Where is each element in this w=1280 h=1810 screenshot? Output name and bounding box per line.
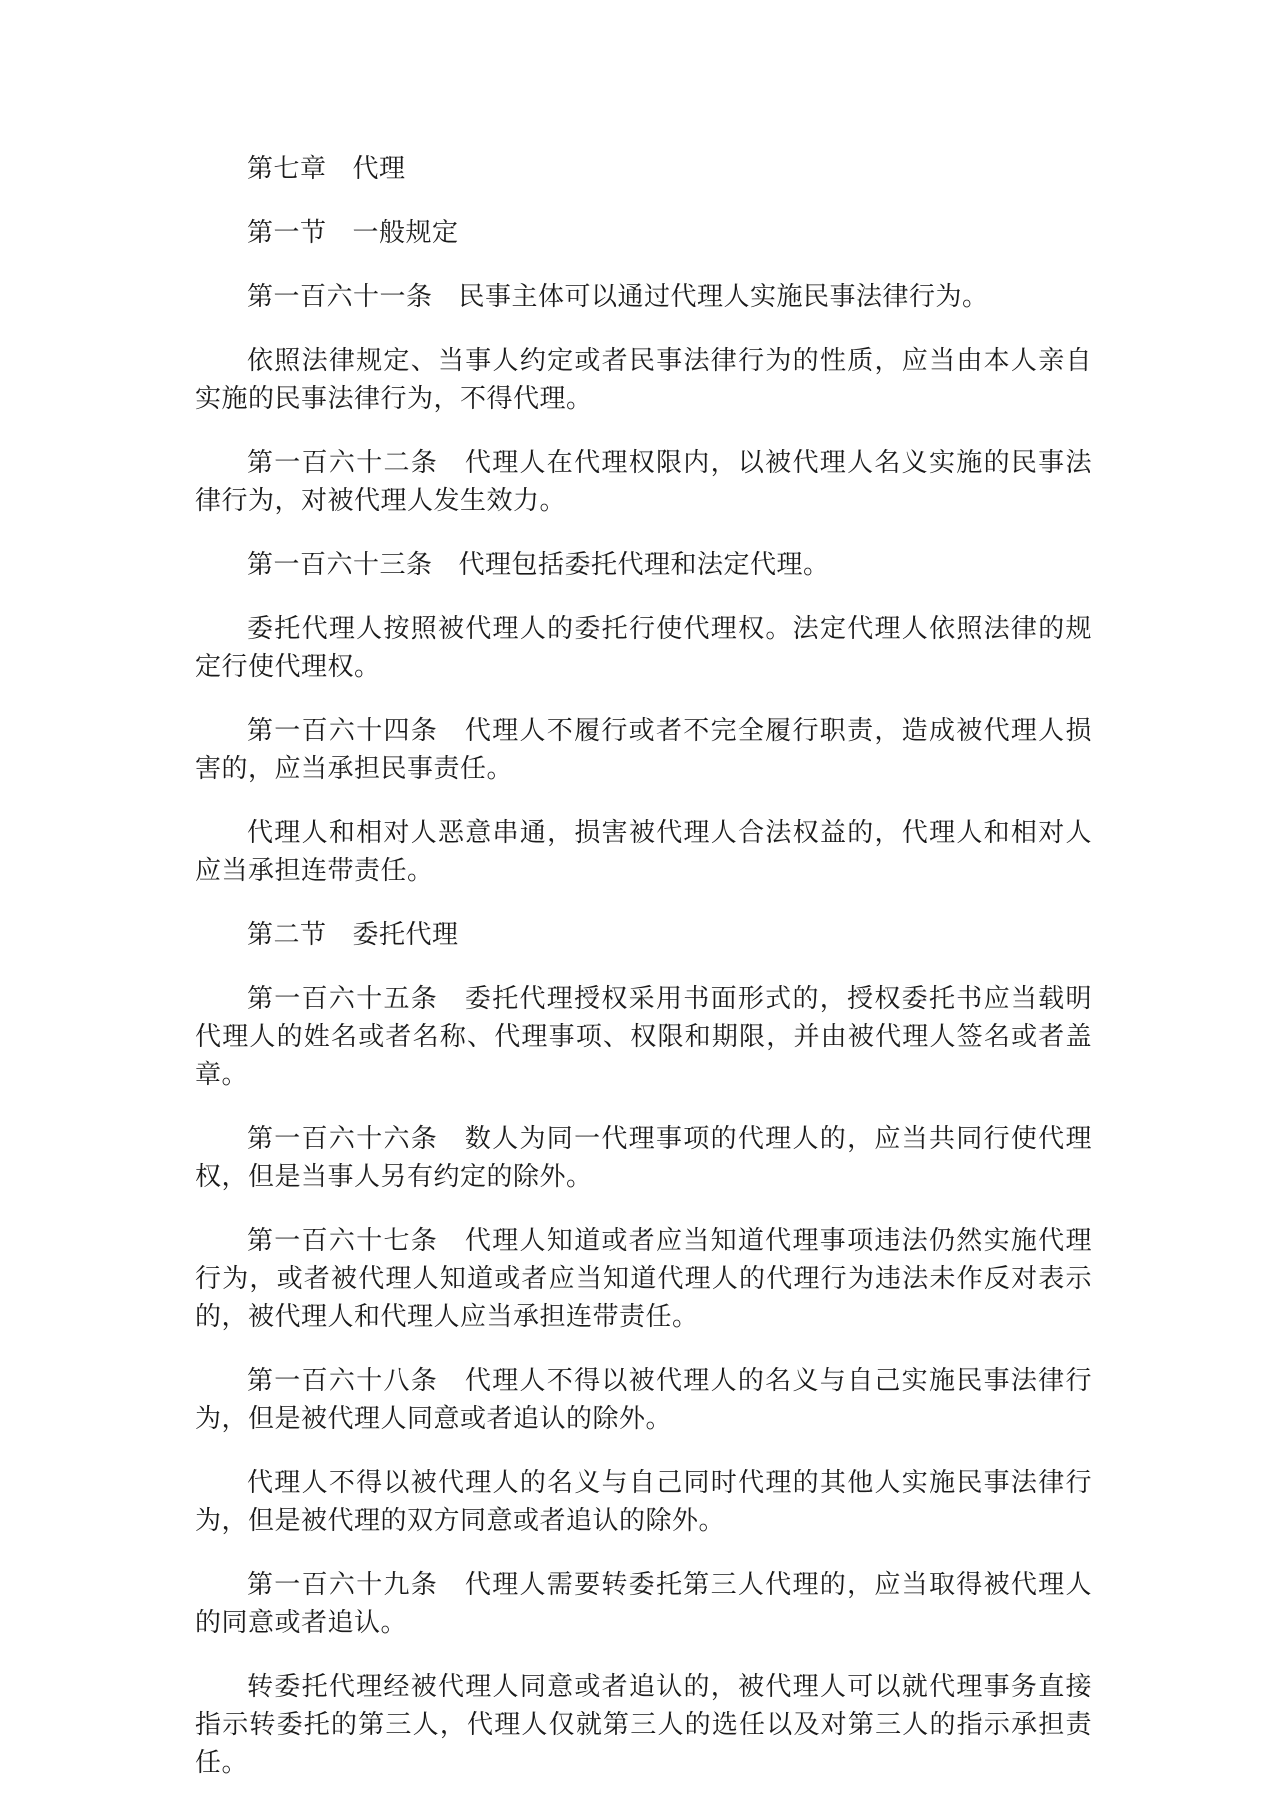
- paragraph-label: 第七章: [247, 154, 327, 184]
- paragraph-text: 代理人不履行或者不完全履行职责，造成被代理人损害的，应当承担民事责任。: [195, 716, 1092, 784]
- section-heading: [195, 214, 1092, 252]
- paragraph-label: 第一百六十五条: [247, 984, 439, 1014]
- paragraph-label: 第一百六十四条: [247, 716, 439, 746]
- paragraph-text: 委托代理: [352, 920, 459, 950]
- paragraph-label: 第一百六十七条: [247, 1226, 439, 1256]
- article-paragraph: [195, 1668, 1092, 1782]
- article-paragraph: [195, 1222, 1092, 1336]
- article-paragraph: [195, 1362, 1092, 1438]
- paragraph-text: 委托代理授权采用书面形式的，授权委托书应当载明代理人的姓名或者名称、代理事项、权限和期限，并由被代理人签名或者盖章。: [195, 984, 1092, 1090]
- paragraph-text: 代理人和相对人恶意串通，损害被代理人合法权益的，代理人和相对人应当承担连带责任。: [195, 818, 1092, 886]
- paragraph-label: 第一百六十九条: [247, 1570, 439, 1600]
- paragraph-text: 民事主体可以通过代理人实施民事法律行为。: [458, 282, 989, 312]
- paragraph-text: 数人为同一代理事项的代理人的，应当共同行使代理权，但是当事人另有约定的除外。: [195, 1124, 1092, 1192]
- paragraph-label: 第二节: [247, 920, 327, 950]
- paragraph-label: 第一百六十二条: [247, 448, 439, 478]
- paragraph-text: 代理人不得以被代理人的名义与自己同时代理的其他人实施民事法律行为，但是被代理的双方同意或者追认的除外。: [195, 1468, 1092, 1536]
- paragraph-text: 代理包括委托代理和法定代理。: [458, 550, 830, 580]
- article-paragraph: [195, 278, 1092, 316]
- paragraph-text: 依照法律规定、当事人约定或者民事法律行为的性质，应当由本人亲自实施的民事法律行为，不得代理。: [195, 346, 1092, 414]
- article-paragraph: [195, 1464, 1092, 1540]
- chapter-heading: [195, 150, 1092, 188]
- article-paragraph: [195, 342, 1092, 418]
- article-paragraph: [195, 444, 1092, 520]
- article-paragraph: [195, 610, 1092, 686]
- article-paragraph: [195, 1120, 1092, 1196]
- article-paragraph: [195, 546, 1092, 584]
- article-paragraph: [195, 1566, 1092, 1642]
- paragraph-text: 代理人不得以被代理人的名义与自己实施民事法律行为，但是被代理人同意或者追认的除外。: [195, 1366, 1092, 1434]
- paragraph-text: 代理: [352, 154, 406, 184]
- paragraph-text: 委托代理人按照被代理人的委托行使代理权。法定代理人依照法律的规定行使代理权。: [195, 614, 1092, 682]
- paragraph-label: 第一百六十六条: [247, 1124, 439, 1154]
- section-heading: [195, 916, 1092, 954]
- paragraph-text: 代理人知道或者应当知道代理事项违法仍然实施代理行为，或者被代理人知道或者应当知道代理人的代理行为违法未作反对表示的，被代理人和代理人应当承担连带责任。: [195, 1226, 1092, 1332]
- paragraph-label: 第一百六十一条: [247, 282, 433, 312]
- article-paragraph: [195, 712, 1092, 788]
- paragraph-label: 第一节: [247, 218, 327, 248]
- article-paragraph: [195, 980, 1092, 1094]
- paragraph-text: 代理人在代理权限内，以被代理人名义实施的民事法律行为，对被代理人发生效力。: [195, 448, 1092, 516]
- paragraph-text: 代理人需要转委托第三人代理的，应当取得被代理人的同意或者追认。: [195, 1570, 1092, 1638]
- paragraph-text: 转委托代理经被代理人同意或者追认的，被代理人可以就代理事务直接指示转委托的第三人，代理人仅就第三人的选任以及对第三人的指示承担责任。: [195, 1672, 1092, 1778]
- paragraph-text: 一般规定: [352, 218, 459, 248]
- paragraph-label: 第一百六十八条: [247, 1366, 439, 1396]
- article-paragraph: [195, 814, 1092, 890]
- paragraph-label: 第一百六十三条: [247, 550, 433, 580]
